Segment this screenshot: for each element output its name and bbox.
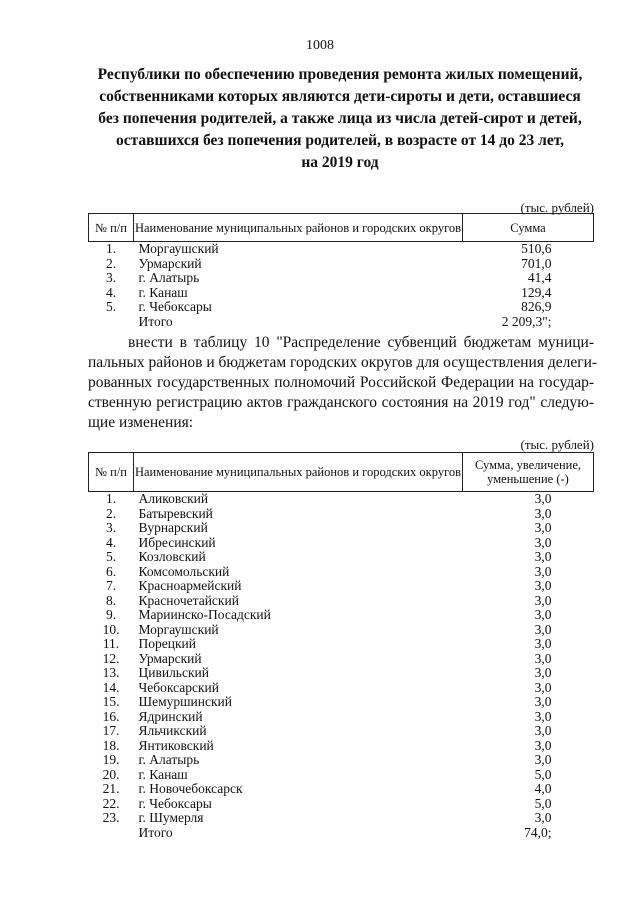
- table2-header-row: [89, 453, 594, 492]
- table-row: [89, 695, 594, 710]
- page-number: 1008: [306, 38, 334, 53]
- table-row: [89, 768, 594, 783]
- row-num: 9.: [105, 607, 117, 622]
- table-row: [89, 521, 594, 536]
- table1-header-row: [89, 214, 594, 242]
- row-amount: 41,4: [527, 270, 552, 286]
- row-num: 4.: [105, 534, 117, 550]
- row-num: 1.: [105, 491, 117, 506]
- row-amount: 3,0: [534, 694, 552, 709]
- row-num: 22.: [102, 795, 120, 811]
- table-row: [89, 565, 594, 580]
- row-amount: 3,0: [534, 592, 552, 608]
- paragraph-line: внести в таблицу 10 "Распределение субвенций бюджетам муници-: [128, 334, 594, 351]
- row-name: г. Новочебоксарск: [138, 781, 243, 796]
- row-amount: 3,0: [534, 810, 552, 825]
- row-amount: 3,0: [534, 491, 552, 506]
- row-num: 11.: [102, 636, 120, 651]
- row-name: Янтиковский: [138, 737, 214, 753]
- paragraph-line: рованных государственных полномочий Российской Федерации на государ-: [88, 374, 594, 391]
- table-row: [89, 652, 594, 667]
- table-row: [89, 753, 594, 768]
- table-row: [89, 242, 594, 257]
- document-heading: [90, 64, 590, 174]
- row-num: 3.: [105, 520, 117, 535]
- paragraph-line: щие изменения:: [88, 414, 194, 431]
- row-amount: 3,0: [534, 650, 552, 666]
- row-amount: 3,0: [534, 505, 552, 521]
- table-row: [89, 724, 594, 739]
- header-num: № п/п: [89, 214, 134, 242]
- table-row: [89, 782, 594, 797]
- header-amount: Сумма: [463, 214, 594, 242]
- row-amount: 3,0: [534, 607, 552, 622]
- header-name: Наименование муниципальных районов и городских округов: [134, 453, 463, 492]
- row-name: Цивильский: [138, 665, 209, 680]
- row-amount: 3,0: [534, 520, 552, 535]
- header-num: № п/п: [89, 453, 134, 492]
- row-num: 8.: [105, 592, 117, 608]
- row-name: г. Канаш: [138, 766, 188, 782]
- table1: [88, 213, 594, 330]
- row-num: 4.: [105, 284, 117, 300]
- heading-line: собственниками которых являются дети-сироты и дети, оставшиеся: [99, 88, 581, 105]
- row-num: 5.: [105, 549, 117, 564]
- row-num: 15.: [102, 694, 120, 709]
- table1-unit: (тыс. рублей): [520, 200, 594, 215]
- row-name: г. Алатырь: [138, 752, 200, 767]
- paragraph-line: пальных районов и бюджетам городских округов для осуществления делеги-: [88, 354, 598, 371]
- table-row: [89, 710, 594, 725]
- row-num: 5.: [105, 299, 117, 315]
- row-amount: 3,0: [534, 636, 552, 651]
- table-row: [89, 666, 594, 681]
- row-name: Шемуршинский: [138, 694, 232, 709]
- total-row: [89, 315, 594, 330]
- row-name: Вурнарский: [138, 520, 208, 535]
- row-num: 21.: [102, 781, 120, 796]
- table-row: [89, 681, 594, 696]
- table-row: [89, 811, 594, 826]
- row-num: 14.: [102, 679, 120, 695]
- row-name: Батыревский: [138, 505, 213, 521]
- row-name: г. Шумерля: [138, 810, 204, 825]
- row-name: Козловский: [138, 549, 206, 564]
- total-label: Итого: [138, 824, 173, 840]
- row-amount: 3,0: [534, 578, 552, 593]
- table-row: [89, 300, 594, 315]
- table-row: [89, 550, 594, 565]
- table2-unit: (тыс. рублей): [520, 437, 594, 452]
- row-num: 20.: [102, 766, 120, 782]
- total-amount: 74,0;: [524, 824, 552, 840]
- row-name: г. Алатырь: [138, 270, 200, 286]
- row-amount: 3,0: [534, 752, 552, 767]
- header-name: Наименование муниципальных районов и городских округов: [134, 214, 463, 242]
- row-amount: 701,0: [521, 255, 552, 271]
- row-num: 10.: [102, 621, 120, 637]
- heading-line: оставшихся без попечения родителей, в возрасте от 14 до 23 лет,: [115, 132, 565, 149]
- table2-body: [89, 492, 594, 841]
- row-name: Ибресинский: [138, 534, 216, 550]
- row-num: 2.: [105, 505, 117, 521]
- row-amount: 5,0: [534, 795, 552, 811]
- table-row: [89, 271, 594, 286]
- row-name: г. Чебоксары: [138, 795, 212, 811]
- row-amount: 129,4: [521, 284, 552, 300]
- row-num: 7.: [105, 578, 117, 593]
- total-amount: 2 209,3";: [501, 313, 552, 329]
- table-row: [89, 594, 594, 609]
- row-num: 23.: [102, 810, 120, 825]
- row-num: 16.: [102, 708, 120, 724]
- row-name: Мариинско-Посадский: [138, 607, 271, 622]
- row-amount: 510,6: [521, 241, 552, 256]
- row-amount: 3,0: [534, 534, 552, 550]
- row-name: г. Канаш: [138, 284, 188, 300]
- amendment-paragraph: [88, 333, 598, 433]
- row-amount: 4,0: [534, 781, 552, 796]
- row-num: 19.: [102, 752, 120, 767]
- table1-body: [89, 242, 594, 330]
- table-row: [89, 608, 594, 623]
- row-name: Моргаушский: [138, 621, 219, 637]
- row-name: Урмарский: [138, 255, 202, 271]
- row-num: 6.: [105, 563, 117, 579]
- heading-line: Республики по обеспечению проведения ремонта жилых помещений,: [97, 66, 583, 83]
- row-name: Ядринский: [138, 708, 203, 724]
- row-amount: 3,0: [534, 737, 552, 753]
- table-row: [89, 536, 594, 551]
- row-num: 1.: [105, 241, 117, 256]
- row-amount: 3,0: [534, 708, 552, 724]
- row-amount: 3,0: [534, 563, 552, 579]
- row-name: Красночетайский: [138, 592, 239, 608]
- table2: [88, 452, 594, 840]
- row-name: Комсомольский: [138, 563, 230, 579]
- row-num: 12.: [102, 650, 120, 666]
- table-row: [89, 797, 594, 812]
- table-row: [89, 739, 594, 754]
- row-num: 2.: [105, 255, 117, 271]
- table-row: [89, 286, 594, 301]
- row-name: Яльчикский: [138, 723, 207, 738]
- row-name: Аликовский: [138, 491, 209, 506]
- row-name: Моргаушский: [138, 241, 219, 256]
- row-amount: 826,9: [521, 299, 552, 315]
- row-amount: 3,0: [534, 549, 552, 564]
- paragraph-line: ственную регистрацию актов гражданского состояния на 2019 год" следую-: [88, 394, 594, 411]
- table-row: [89, 637, 594, 652]
- row-name: г. Чебоксары: [138, 299, 212, 315]
- row-name: Чебоксарский: [138, 679, 220, 695]
- table-row: [89, 492, 594, 507]
- table-row: [89, 257, 594, 272]
- row-amount: 3,0: [534, 621, 552, 637]
- row-amount: 3,0: [534, 723, 552, 738]
- row-num: 3.: [105, 270, 117, 286]
- row-num: 18.: [102, 737, 120, 753]
- row-name: Урмарский: [138, 650, 202, 666]
- table-row: [89, 507, 594, 522]
- row-num: 13.: [102, 665, 120, 680]
- row-num: 17.: [102, 723, 120, 738]
- total-row: [89, 826, 594, 841]
- heading-line: без попечения родителей, а также лица из числа детей-сирот и детей,: [98, 110, 582, 127]
- header-amount: Сумма, увеличение, уменьшение (-): [463, 453, 594, 492]
- row-amount: 3,0: [534, 679, 552, 695]
- table-row: [89, 623, 594, 638]
- row-name: Красноармейский: [138, 578, 242, 593]
- row-amount: 3,0: [534, 665, 552, 680]
- total-label: Итого: [138, 313, 173, 329]
- row-amount: 5,0: [534, 766, 552, 782]
- row-name: Порецкий: [138, 636, 196, 651]
- table-row: [89, 579, 594, 594]
- heading-line: на 2019 год: [301, 154, 379, 171]
